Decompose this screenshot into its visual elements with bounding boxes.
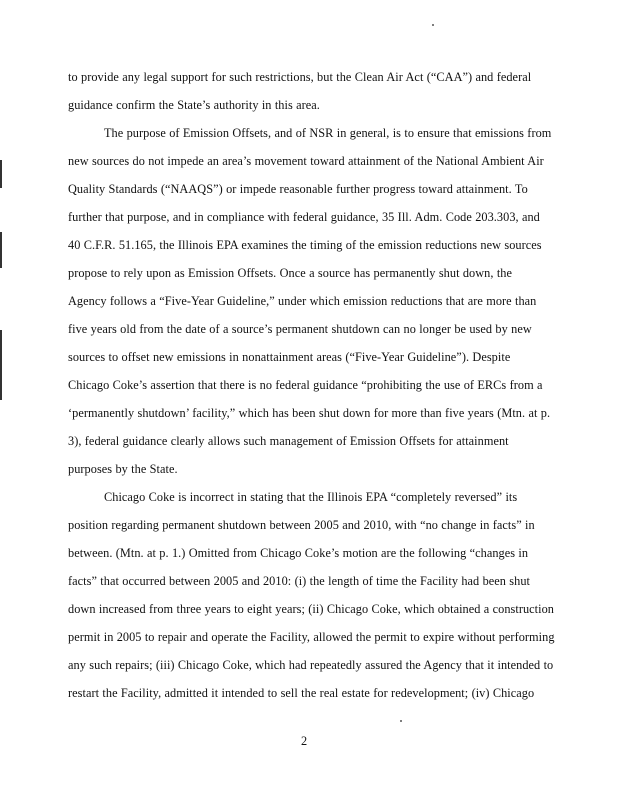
text-line: five years old from the date of a source’s permanent shutdown can no longer be used by new	[68, 322, 532, 336]
scan-edge-mark	[0, 232, 2, 268]
scan-edge-mark	[0, 160, 2, 188]
text-line: purposes by the State.	[68, 462, 178, 476]
text-line: 3), federal guidance clearly allows such management of Emission Offsets for attainment	[68, 434, 509, 448]
text-line: propose to rely upon as Emission Offsets. Once a source has permanently shut down, the	[68, 266, 513, 280]
text-line: Agency follows a “Five-Year Guideline,” under which emission reductions that are more than	[68, 294, 537, 308]
text-line: further that purpose, and in compliance with federal guidance, 35 Ill. Adm. Code 203.303, and	[68, 210, 540, 224]
text-line: guidance confirm the State’s authority in this area.	[68, 98, 320, 112]
text-line: Chicago Coke’s assertion that there is no federal guidance “prohibiting the use of ERCs from a	[68, 378, 543, 392]
text-line: sources to offset new emissions in nonattainment areas (“Five-Year Guideline”). Despite	[68, 350, 511, 364]
text-line: The purpose of Emission Offsets, and of NSR in general, is to ensure that emissions from	[104, 126, 552, 140]
text-line: permit in 2005 to repair and operate the Facility, allowed the permit to expire without performing	[68, 630, 555, 644]
text-line: new sources do not impede an area’s movement toward attainment of the National Ambient Air	[68, 154, 544, 168]
text-line: 40 C.F.R. 51.165, the Illinois EPA examines the timing of the emission reductions new sources	[68, 238, 542, 252]
text-line: down increased from three years to eight years; (ii) Chicago Coke, which obtained a construction	[68, 602, 555, 616]
text-line: position regarding permanent shutdown between 2005 and 2010, with “no change in facts” in	[68, 518, 535, 532]
scan-speck	[400, 720, 402, 722]
text-line: ‘permanently shutdown’ facility,” which has been shut down for more than five years (Mtn. at p.	[68, 406, 551, 420]
text-line: to provide any legal support for such restrictions, but the Clean Air Act (“CAA”) and federal	[68, 70, 532, 84]
text-line: any such repairs; (iii) Chicago Coke, which had repeatedly assured the Agency that it intended to	[68, 658, 554, 672]
scan-edge-mark	[0, 330, 2, 400]
text-line: facts” that occurred between 2005 and 2010: (i) the length of time the Facility had been shut	[68, 574, 531, 588]
text-line: between. (Mtn. at p. 1.) Omitted from Chicago Coke’s motion are the following “changes in	[68, 546, 529, 560]
scan-speck	[432, 24, 434, 26]
text-line: Chicago Coke is incorrect in stating that the Illinois EPA “completely reversed” its	[104, 490, 518, 504]
text-line: Quality Standards (“NAAQS”) or impede reasonable further progress toward attainment. To	[68, 182, 528, 196]
page-number: 2	[301, 734, 308, 748]
text-line: restart the Facility, admitted it intended to sell the real estate for redevelopment; (iv) Chicago	[68, 686, 535, 700]
